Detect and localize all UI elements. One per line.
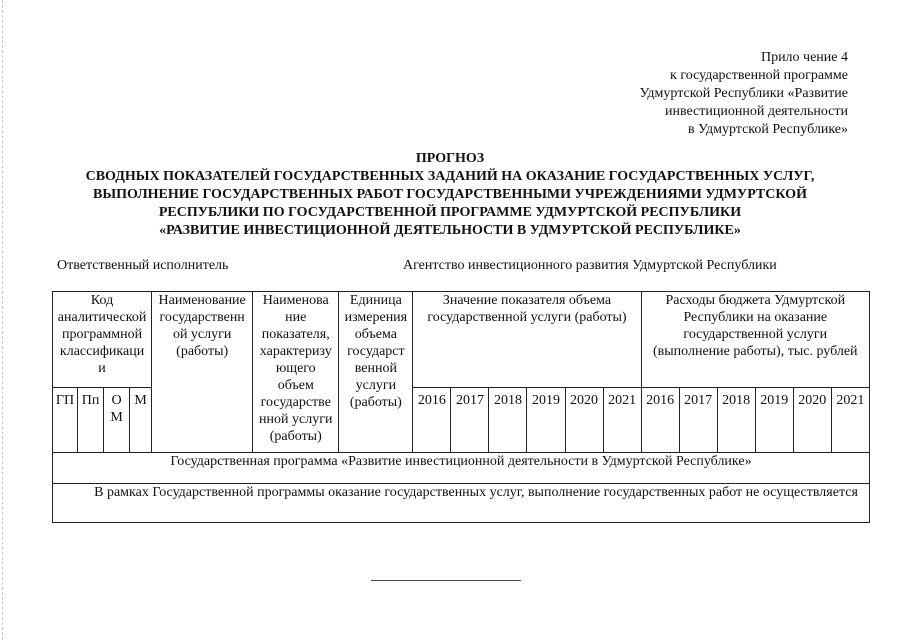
header-unit-line: измерения xyxy=(344,310,408,325)
header-value-line: Значение показателя объема xyxy=(442,293,612,308)
note-cell xyxy=(53,484,870,523)
header-expenses-line: Республики на оказание xyxy=(683,310,828,325)
note-row xyxy=(53,484,870,523)
header-indicator-line: ние xyxy=(285,310,307,325)
title-line: РЕСПУБЛИКИ ПО ГОСУДАРСТВЕННОЙ ПРОГРАММЕ УДМУРТСКОЙ РЕСПУБЛИКИ xyxy=(158,205,742,220)
expense-year-header: 2017 xyxy=(679,388,717,453)
header-row-top xyxy=(53,292,870,388)
header-expenses-line: Расходы бюджета Удмуртской xyxy=(665,293,846,308)
appendix-line: к государственной программе xyxy=(670,68,848,83)
appendix-reference xyxy=(548,49,848,139)
subheader-pp: Пп xyxy=(78,388,104,453)
header-indicator-line: объем xyxy=(277,378,314,393)
title-line: «РАЗВИТИЕ ИНВЕСТИЦИОННОЙ ДЕЯТЕЛЬНОСТИ В УДМУРТСКОЙ РЕСПУБЛИКЕ» xyxy=(159,223,741,238)
value-year-header: 2016 xyxy=(413,388,451,453)
header-indicator-line: Наименова xyxy=(262,293,329,308)
header-service-line: ой услуги xyxy=(172,327,232,342)
header-unit-line: услуги xyxy=(355,378,397,393)
expense-year-header: 2020 xyxy=(793,388,831,453)
appendix-line: Прило чение 4 xyxy=(760,50,848,65)
title-line: ВЫПОЛНЕНИЕ ГОСУДАРСТВЕННЫХ РАБОТ ГОСУДАРСТВЕННЫМИ УЧРЕЖДЕНИЯМИ УДМУРТСКОЙ xyxy=(93,187,807,202)
note-text: В рамках Государственной программы оказание государственных услуг, выполнение государственных работ не осуществляется xyxy=(94,485,858,500)
footer-divider xyxy=(371,580,521,581)
subheader-gp: ГП xyxy=(53,388,78,453)
header-service-name xyxy=(152,292,253,453)
header-service-line: (работы) xyxy=(176,344,229,359)
forecast-table xyxy=(52,291,870,523)
expense-year-header: 2019 xyxy=(755,388,793,453)
header-code xyxy=(53,292,152,388)
header-unit-line: венной xyxy=(354,361,397,376)
appendix-line: инвестиционной деятельности xyxy=(664,104,848,119)
value-year-header: 2020 xyxy=(565,388,603,453)
value-year-header: 2017 xyxy=(451,388,489,453)
subheader-om-line: О xyxy=(111,393,122,408)
document-title xyxy=(40,150,860,240)
header-expenses-line: государственной услуги xyxy=(683,327,828,342)
header-value-line: государственной услуги (работы) xyxy=(427,310,627,325)
header-code-line: программной xyxy=(61,327,143,342)
header-code-line: аналитической xyxy=(57,310,147,325)
scan-edge-mark xyxy=(2,0,4,640)
header-code-line: Код xyxy=(90,293,114,308)
header-unit-line: (работы) xyxy=(349,395,402,410)
header-unit-line: объема xyxy=(354,327,397,342)
header-indicator-line: (работы) xyxy=(269,429,322,444)
header-indicator-line: показателя, xyxy=(261,327,330,342)
value-year-header: 2018 xyxy=(489,388,527,453)
header-expenses-line: (выполнение работы), тыс. рублей xyxy=(653,344,858,359)
header-unit xyxy=(339,292,413,453)
title-line: ПРОГНОЗ xyxy=(415,151,485,166)
expense-year-header: 2021 xyxy=(831,388,869,453)
executor-value: Агентство инвестиционного развития Удмуртской Республики xyxy=(403,258,777,273)
value-year-header: 2019 xyxy=(527,388,565,453)
subheader-om-line: М xyxy=(110,410,123,425)
header-indicator-value xyxy=(413,292,641,388)
header-code-line: классификаци xyxy=(59,344,145,359)
header-unit-line: государст xyxy=(347,344,405,359)
header-unit-line: Единица xyxy=(349,293,402,308)
appendix-line: в Удмуртской Республике» xyxy=(687,122,848,137)
header-indicator-line: государстве xyxy=(260,395,331,410)
program-row xyxy=(53,453,870,484)
header-code-line: и xyxy=(98,361,106,376)
executor-label: Ответственный исполнитель xyxy=(57,258,229,273)
program-name-cell: Государственная программа «Развитие инвестиционной деятельности в Удмуртской Республике» xyxy=(53,453,870,484)
header-service-line: Наименование xyxy=(158,293,246,308)
header-service-line: государственн xyxy=(159,310,245,325)
appendix-line: Удмуртской Республики «Развитие xyxy=(639,86,848,101)
subheader-m: М xyxy=(130,388,152,453)
expense-year-header: 2018 xyxy=(717,388,755,453)
title-line: СВОДНЫХ ПОКАЗАТЕЛЕЙ ГОСУДАРСТВЕННЫХ ЗАДАНИЙ НА ОКАЗАНИЕ ГОСУДАРСТВЕННЫХ УСЛУГ, xyxy=(85,169,815,184)
header-indicator-line: нной услуги xyxy=(259,412,333,427)
header-indicator-name xyxy=(253,292,339,453)
subheader-om xyxy=(104,388,130,453)
header-indicator-line: характеризу xyxy=(259,344,332,359)
header-indicator-line: ющего xyxy=(275,361,316,376)
value-year-header: 2021 xyxy=(603,388,641,453)
expense-year-header: 2016 xyxy=(641,388,679,453)
header-expenses xyxy=(641,292,869,388)
